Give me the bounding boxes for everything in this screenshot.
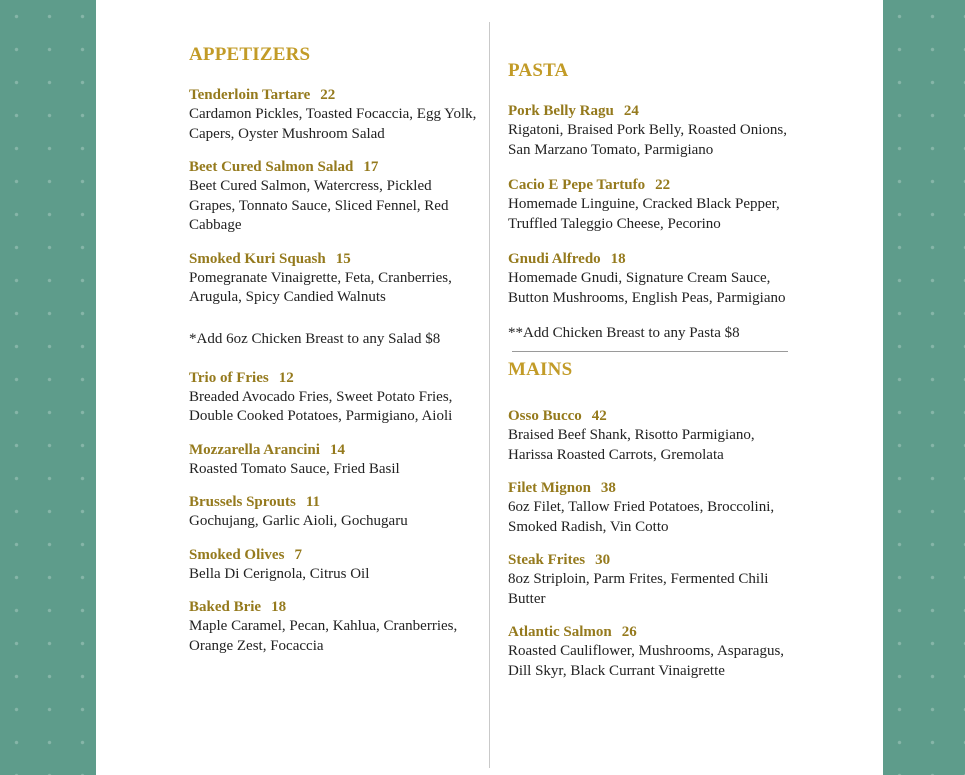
menu-item bbox=[189, 86, 479, 144]
item-description: Breaded Avocado Fries, Sweet Potato Fries, Double Cooked Potatoes, Parmigiano, Aioli bbox=[189, 388, 453, 424]
menu-item bbox=[189, 598, 479, 656]
item-price: 26 bbox=[621, 624, 637, 640]
item-price: 22 bbox=[320, 87, 336, 103]
mains-title: MAINS bbox=[508, 359, 573, 380]
item-price: 18 bbox=[271, 599, 287, 615]
menu-item bbox=[189, 250, 479, 308]
item-description: Gochujang, Garlic Aioli, Gochugaru bbox=[189, 513, 408, 529]
menu-item bbox=[508, 250, 798, 308]
item-name: Smoked Olives bbox=[189, 546, 285, 563]
item-description: 6oz Filet, Tallow Fried Potatoes, Broccolini, Smoked Radish, Vin Cotto bbox=[508, 499, 775, 535]
menu-item bbox=[508, 407, 798, 465]
item-price: 24 bbox=[623, 103, 639, 119]
item-price: 18 bbox=[610, 251, 626, 267]
decorative-pattern-right bbox=[883, 0, 965, 775]
salad-addon-note: *Add 6oz Chicken Breast to any Salad $8 bbox=[189, 330, 441, 347]
menu-item bbox=[508, 551, 798, 609]
menu-item bbox=[189, 546, 479, 585]
section-divider bbox=[512, 351, 788, 352]
item-description: Braised Beef Shank, Risotto Parmigiano, Harissa Roasted Carrots, Gremolata bbox=[508, 427, 755, 463]
item-description: Homemade Linguine, Cracked Black Pepper, Truffled Taleggio Cheese, Pecorino bbox=[508, 196, 780, 232]
menu-item bbox=[189, 158, 479, 236]
menu-item bbox=[189, 441, 479, 480]
item-name: Steak Frites bbox=[508, 552, 586, 568]
item-name: Tenderloin Tartare bbox=[189, 87, 311, 103]
item-description: Homemade Gnudi, Signature Cream Sauce, Button Mushrooms, English Peas, Parmigiano bbox=[508, 270, 786, 306]
appetizers-column bbox=[189, 44, 479, 670]
item-name: Mozzarella Arancini bbox=[189, 441, 320, 458]
item-name: Filet Mignon bbox=[508, 480, 591, 496]
pasta-title: PASTA bbox=[508, 60, 569, 81]
menu-item bbox=[508, 623, 798, 681]
menu-item bbox=[508, 102, 798, 160]
appetizers-title: APPETIZERS bbox=[189, 44, 311, 65]
item-price: 38 bbox=[600, 480, 616, 496]
item-price: 17 bbox=[363, 159, 379, 175]
menu-item bbox=[508, 176, 798, 234]
item-price: 22 bbox=[655, 177, 671, 193]
item-description: 8oz Striploin, Parm Frites, Fermented Chili Butter bbox=[508, 571, 769, 607]
menu-item bbox=[189, 369, 479, 427]
item-price: 11 bbox=[305, 494, 321, 510]
item-name: Brussels Sprouts bbox=[189, 494, 296, 510]
item-name: Baked Brie bbox=[189, 599, 262, 615]
item-price: 30 bbox=[595, 552, 611, 568]
menu-page bbox=[96, 0, 883, 775]
item-description: Bella Di Cerignola, Citrus Oil bbox=[189, 565, 370, 582]
item-price: 12 bbox=[278, 369, 294, 386]
item-description: Cardamon Pickles, Toasted Focaccia, Egg Yolk, Capers, Oyster Mushroom Salad bbox=[189, 106, 477, 142]
item-price: 42 bbox=[591, 408, 607, 424]
item-name: Pork Belly Ragu bbox=[508, 103, 614, 119]
item-price: 15 bbox=[335, 250, 351, 267]
item-name: Smoked Kuri Squash bbox=[189, 250, 326, 267]
item-description: Roasted Cauliflower, Mushrooms, Asparagus, Dill Skyr, Black Currant Vinaigrette bbox=[508, 643, 785, 679]
column-divider bbox=[489, 22, 490, 768]
pasta-mains-column bbox=[508, 60, 798, 681]
item-name: Cacio E Pepe Tartufo bbox=[508, 177, 646, 193]
item-name: Atlantic Salmon bbox=[508, 624, 612, 640]
decorative-pattern-left bbox=[0, 0, 96, 775]
menu-item bbox=[189, 493, 479, 532]
item-description: Rigatoni, Braised Pork Belly, Roasted Onions, San Marzano Tomato, Parmigiano bbox=[508, 122, 788, 158]
item-name: Osso Bucco bbox=[508, 408, 582, 424]
item-description: Roasted Tomato Sauce, Fried Basil bbox=[189, 460, 400, 477]
pasta-addon-note: **Add Chicken Breast to any Pasta $8 bbox=[508, 325, 740, 341]
item-description: Pomegranate Vinaigrette, Feta, Cranberries, Arugula, Spicy Candied Walnuts bbox=[189, 269, 452, 305]
item-price: 7 bbox=[294, 546, 302, 563]
item-price: 14 bbox=[329, 441, 345, 458]
item-name: Gnudi Alfredo bbox=[508, 251, 601, 267]
item-name: Trio of Fries bbox=[189, 369, 269, 386]
menu-item bbox=[508, 479, 798, 537]
item-name: Beet Cured Salmon Salad bbox=[189, 159, 354, 175]
item-description: Beet Cured Salmon, Watercress, Pickled Grapes, Tonnato Sauce, Sliced Fennel, Red Cabbage bbox=[189, 178, 449, 233]
item-description: Maple Caramel, Pecan, Kahlua, Cranberries, Orange Zest, Focaccia bbox=[189, 618, 458, 654]
